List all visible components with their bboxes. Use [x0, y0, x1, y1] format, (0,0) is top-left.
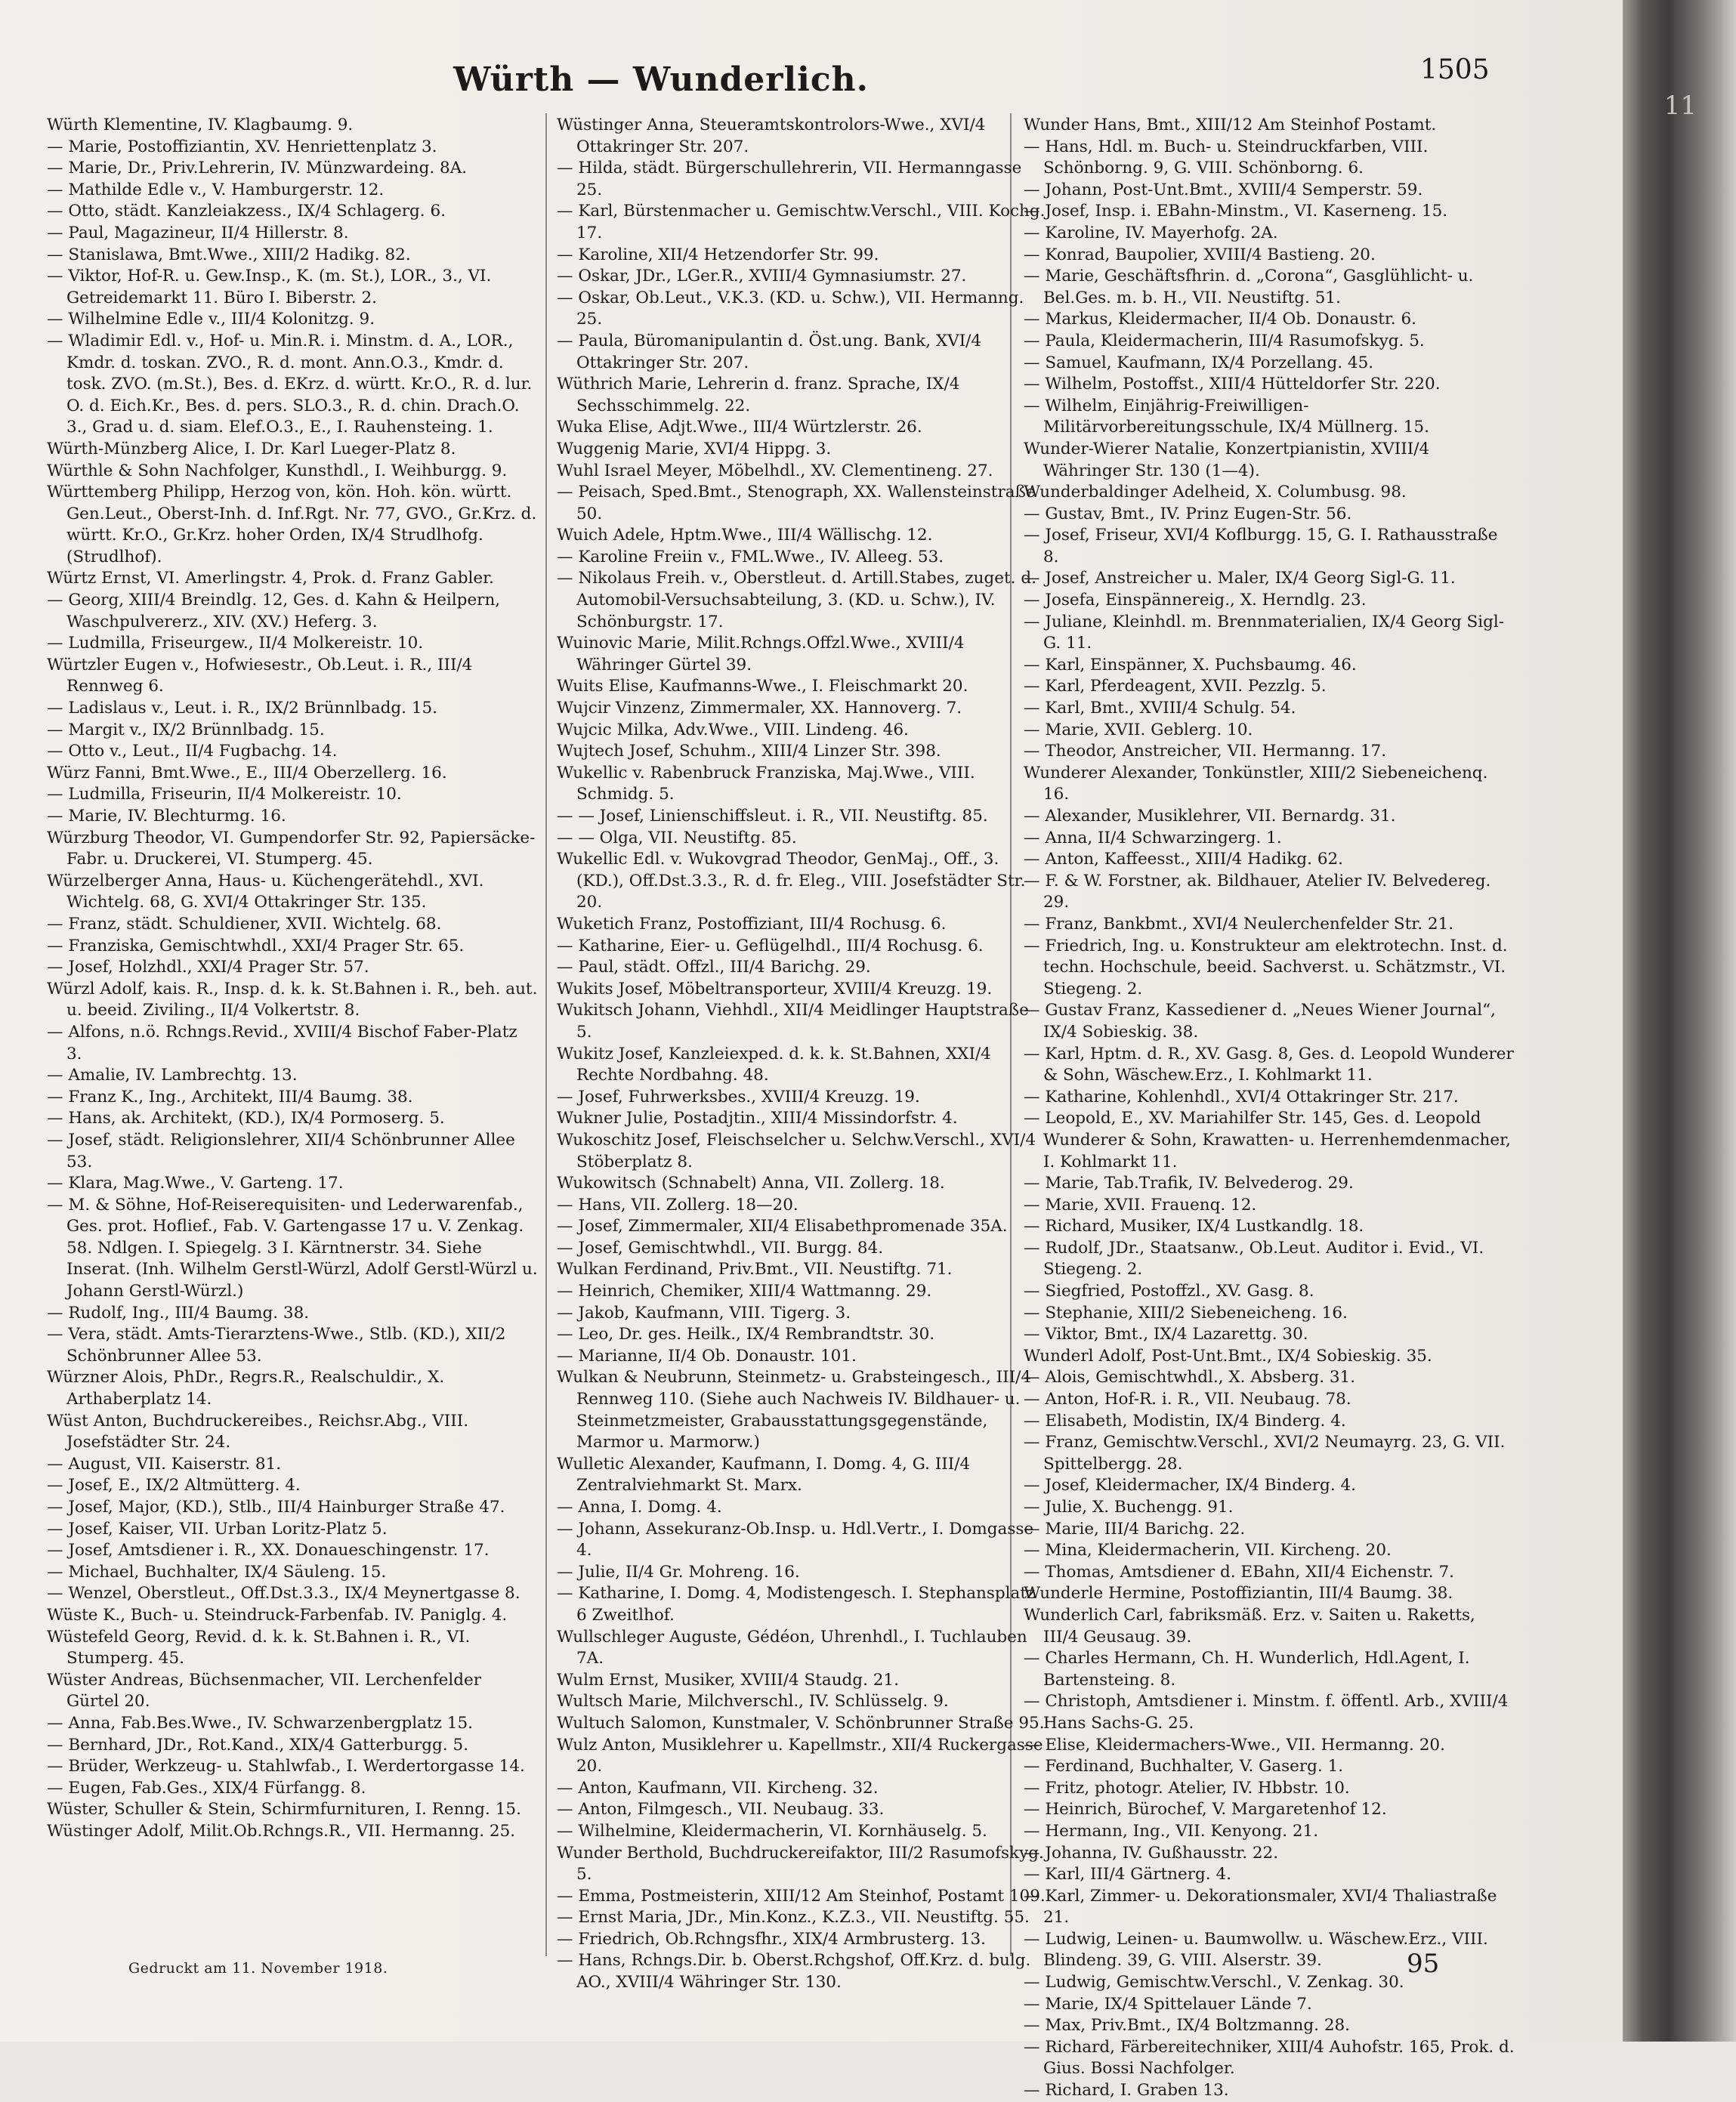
directory-entry: Wüstinger Anna, Steueramtskontrolors-Wwe., XVI/4 Ottakringer Str. 207.	[557, 116, 986, 156]
directory-entry: Wukellic v. Rabenbruck Franziska, Maj.Wwe., VIII. Schmidg. 5.	[557, 763, 975, 804]
directory-entry: — Alois, Gemischtwhdl., X. Absberg. 31.	[1024, 1368, 1356, 1387]
directory-entry: — Marie, XVII. Geblerg. 10.	[1024, 720, 1253, 739]
directory-entry: — Juliane, Kleinhdl. m. Brennmaterialien, IX/4 Georg Sigl-G. 11.	[1024, 612, 1505, 653]
directory-entry: Würz Fanni, Bmt.Wwe., E., III/4 Oberzellerg. 16.	[47, 763, 447, 782]
directory-entry: — Marie, Geschäftsfhrin. d. „Corona“, Gasglühlicht- u. Bel.Ges. m. b. H., VII. Neustiftg. 51.	[1024, 267, 1474, 307]
directory-entry: Würthle & Sohn Nachfolger, Kunsthdl., I. Weihburgg. 9.	[47, 461, 508, 480]
directory-entry: — Karl, Einspänner, X. Puchsbaumg. 46.	[1024, 655, 1357, 674]
column-1	[47, 115, 538, 1843]
directory-entry: — Josef, Anstreicher u. Maler, IX/4 Georg Sigl-G. 11.	[1024, 569, 1456, 588]
directory-entry: — Oskar, Ob.Leut., V.K.3. (KD. u. Schw.), VII. Hermanng. 25.	[557, 288, 1024, 329]
directory-entry: — Friedrich, Ing. u. Konstrukteur am elektrotechn. Inst. d. techn. Hochschule, beeid. Sachverst. u. Schätzmstr., VI. Stiegeng. 2.	[1024, 936, 1508, 999]
directory-entry: Wüthrich Marie, Lehrerin d. franz. Sprache, IX/4 Sechsschimmelg. 22.	[557, 375, 960, 415]
directory-entry: — Siegfried, Postoffzl., XV. Gasg. 8.	[1024, 1282, 1314, 1301]
directory-entry: — Brüder, Werkzeug- u. Stahlwfab., I. Werdertorgasse 14.	[47, 1757, 525, 1776]
directory-entry: — Anna, II/4 Schwarzingerg. 1.	[1024, 828, 1282, 847]
directory-entry: — Mina, Kleidermacherin, VII. Kircheng. 20.	[1024, 1541, 1392, 1560]
directory-entry: — Amalie, IV. Lambrechtg. 13.	[47, 1066, 298, 1085]
directory-entry: Wüst Anton, Buchdruckereibes., Reichsr.Abg., VIII. Josefstädter Str. 24.	[47, 1411, 469, 1452]
directory-entry: — Marie, IV. Blechturmg. 16.	[47, 807, 286, 826]
directory-entry: — M. & Söhne, Hof-Reiserequisiten- und Lederwarenfab., Ges. prot. Hoflief., Fab. V. Gartengasse 17 u. V. Zenkag. 58. Ndlgen. I. Spiegelg. 3 I. Kärntnerstr. 34. Siehe Inserat. (Inh. Wilhelm Gerstl-Würzl, Adolf Gerstl-Würzl u. Johann Gerstl-Würzl.)	[47, 1195, 538, 1301]
directory-entry: — Stephanie, XIII/2 Siebeneicheng. 16.	[1024, 1303, 1348, 1323]
directory-entry: — Rudolf, Ing., III/4 Baumg. 38.	[47, 1303, 310, 1323]
directory-entry: — Franz K., Ing., Architekt, III/4 Baumg. 38.	[47, 1087, 413, 1107]
directory-entry: — Franz, städt. Schuldiener, XVII. Wichtelg. 68.	[47, 914, 442, 934]
directory-entry: — Nikolaus Freih. v., Oberstleut. d. Artill.Stabes, zuget. d. Automobil-Versuchsabteilung, 3. (KD. u. Schw.), IV. Schönburgstr. 17.	[557, 569, 1036, 631]
directory-entry: — Paul, Magazineur, II/4 Hillerstr. 8.	[47, 223, 349, 242]
directory-entry: — Elisabeth, Modistin, IX/4 Binderg. 4.	[1024, 1411, 1346, 1431]
directory-entry: Wultuch Salomon, Kunstmaler, V. Schönbrunner Straße 95.	[557, 1713, 1045, 1733]
directory-entry: — Ludwig, Gemischtw.Verschl., V. Zenkag. 30.	[1024, 1973, 1404, 1992]
directory-entry: — Michael, Buchhalter, IX/4 Säuleng. 15.	[47, 1562, 387, 1582]
directory-entry: Wuka Elise, Adjt.Wwe., III/4 Würtzlerstr. 26.	[557, 418, 922, 437]
directory-entry: — Gustav, Bmt., IV. Prinz Eugen-Str. 56.	[1024, 504, 1352, 523]
directory-entry: Wüster Andreas, Büchsenmacher, VII. Lerchenfelder Gürtel 20.	[47, 1670, 482, 1712]
directory-entry: Wuketich Franz, Postoffiziant, III/4 Rochusg. 6.	[557, 914, 947, 934]
footer-number: 95	[1407, 1949, 1440, 1979]
directory-entry: — Josef, Kaiser, VII. Urban Loritz-Platz 5.	[47, 1519, 388, 1539]
column-divider	[545, 113, 547, 1956]
directory-entry: — Franz, Bankbmt., XVI/4 Neulerchenfelder Str. 21.	[1024, 914, 1454, 934]
directory-entry: Würth Klementine, IV. Klagbaumg. 9.	[47, 116, 354, 134]
directory-entry: Wujcic Milka, Adv.Wwe., VIII. Lindeng. 46.	[557, 720, 909, 739]
directory-entry: — Ferdinand, Buchhalter, V. Gaserg. 1.	[1024, 1757, 1344, 1776]
directory-entry: Würtz Ernst, VI. Amerlingstr. 4, Prok. d. Franz Gabler.	[47, 569, 494, 588]
directory-entry: — Karl, Zimmer- u. Dekorationsmaler, XVI/4 Thaliastraße 21.	[1024, 1886, 1497, 1928]
directory-entry: — Marie, Dr., Priv.Lehrerin, IV. Münzwardeing. 8A.	[47, 159, 468, 178]
directory-entry: Wulz Anton, Musiklehrer u. Kapellmstr., XII/4 Ruckergasse 20.	[557, 1735, 1043, 1776]
directory-entry: Wukellic Edl. v. Wukovgrad Theodor, GenMaj., Off., 3. (KD.), Off.Dst.3.3., R. d. fr. Eleg., VIII. Josefstädter Str. 20.	[557, 850, 1026, 912]
column-3	[1024, 115, 1515, 2102]
directory-entry: — Viktor, Hof-R. u. Gew.Insp., K. (m. St.), LOR., 3., VI. Getreidemarkt 11. Büro I. Biberstr. 2.	[47, 267, 492, 307]
directory-entry: Wultsch Marie, Milchverschl., IV. Schlüsselg. 9.	[557, 1692, 949, 1712]
directory-entry: Württemberg Philipp, Herzog von, kön. Hoh. kön. württ. Gen.Leut., Oberst-Inh. d. Inf.Rgt. Nr. 77, GVO., Gr.Krz. d. württ. Kr.O., Gr.Krz. hoher Orden, IX/4 Strudlhofg. (Strudlhof).	[47, 483, 537, 566]
directory-entry: — Josef, städt. Religionslehrer, XII/4 Schönbrunner Allee 53.	[47, 1130, 515, 1171]
directory-entry: Wuich Adele, Hptm.Wwe., III/4 Wällischg. 12.	[557, 526, 933, 545]
directory-entry: — Ladislaus v., Leut. i. R., IX/2 Brünnlbadg. 15.	[47, 699, 438, 718]
directory-entry: — August, VII. Kaiserstr. 81.	[47, 1454, 282, 1474]
directory-entry: — Julie, X. Buchengg. 91.	[1024, 1498, 1234, 1517]
directory-entry: — Wladimir Edl. v., Hof- u. Min.R. i. Minstm. d. A., LOR., Kmdr. d. toskan. ZVO., R. d. mont. Ann.O.3., Kmdr. d. tosk. ZVO. (m.St.), Bes. d. EKrz. d. württ. Kr.O., R. d. lur. O. d. Eich.Kr., Bes. d. pers. SLO.3., R. d. chin. Drach.O. 3., Grad u. d. siam. Elef.O.3., E., I. Rauhensteing. 1.	[47, 331, 533, 437]
book-binding-edge	[1623, 0, 1736, 2042]
directory-entry: — Vera, städt. Amts-Tierarztens-Wwe., Stlb. (KD.), XII/2 Schönbrunner Allee 53.	[47, 1325, 506, 1366]
directory-entry: Wuhl Israel Meyer, Möbelhdl., XV. Clementineng. 27.	[557, 461, 993, 480]
directory-entry: Wukner Julie, Postadjtin., XIII/4 Missindorfstr. 4.	[557, 1109, 958, 1128]
edge-mark: 11	[1663, 91, 1697, 121]
directory-entry: — Marie, XVII. Frauenq. 12.	[1024, 1195, 1257, 1215]
directory-entry: — Heinrich, Chemiker, XIII/4 Wattmanng. 29.	[557, 1282, 932, 1301]
directory-entry: Wukitz Josef, Kanzleiexped. d. k. k. St.Bahnen, XXI/4 Rechte Nordbahng. 48.	[557, 1044, 991, 1085]
directory-entry: Wüstefeld Georg, Revid. d. k. k. St.Bahnen i. R., VI. Stumperg. 45.	[47, 1627, 471, 1668]
directory-entry: — Max, Priv.Bmt., IX/4 Boltzmanng. 28.	[1024, 2016, 1351, 2036]
directory-entry: — Otto v., Leut., II/4 Fugbachg. 14.	[47, 742, 338, 761]
directory-entry: Wüster, Schuller & Stein, Schirmfurnituren, I. Renng. 15.	[47, 1800, 521, 1820]
directory-entry: — Oskar, JDr., LGer.R., XVIII/4 Gymnasiumstr. 27.	[557, 267, 967, 286]
directory-entry: Wujtech Josef, Schuhm., XIII/4 Linzer Str. 398.	[557, 742, 941, 761]
directory-entry: — Richard, Färbereitechniker, XIII/4 Auhofstr. 165, Prok. d. Gius. Bossi Nachfolger.	[1024, 2037, 1515, 2079]
directory-entry: — Hans, ak. Architekt, (KD.), IX/4 Pormoserg. 5.	[47, 1109, 445, 1128]
directory-entry: Wunder Berthold, Buchdruckereifaktor, III/2 Rasumofskyg. 5.	[557, 1843, 1044, 1884]
directory-entry: — Christoph, Amtsdiener i. Minstm. f. öffentl. Arb., XVIII/4 Hans Sachs-G. 25.	[1024, 1692, 1509, 1733]
directory-entry: — Josef, Kleidermacher, IX/4 Binderg. 4.	[1024, 1476, 1357, 1495]
directory-entry: — Gustav Franz, Kassediener d. „Neues Wiener Journal“, IX/4 Sobieskig. 38.	[1024, 1001, 1497, 1042]
directory-entry: — Anna, I. Domg. 4.	[557, 1498, 722, 1517]
directory-entry: — Hans, Rchngs.Dir. b. Oberst.Rchgshof, Off.Krz. d. bulg. AO., XVIII/4 Währinger Str. 130.	[557, 1951, 1031, 1992]
directory-entry: — Karl, Pferdeagent, XVII. Pezzlg. 5.	[1024, 677, 1327, 696]
directory-entry: — Julie, II/4 Gr. Mohreng. 16.	[557, 1562, 800, 1582]
directory-entry: — Josef, Major, (KD.), Stlb., III/4 Hainburger Straße 47.	[47, 1498, 505, 1517]
directory-entry: — Charles Hermann, Ch. H. Wunderlich, Hdl.Agent, I. Bartensteing. 8.	[1024, 1649, 1470, 1690]
directory-entry: — Anton, Hof-R. i. R., VII. Neubaug. 78.	[1024, 1390, 1351, 1409]
directory-entry: — Theodor, Anstreicher, VII. Hermanng. 17.	[1024, 742, 1387, 761]
directory-entry: — Anton, Kaufmann, VII. Kircheng. 32.	[557, 1778, 879, 1798]
directory-entry: Würzelberger Anna, Haus- u. Küchengerätehdl., XVI. Wichtelg. 68, G. XVI/4 Ottakringer Str. 135.	[47, 871, 484, 912]
directory-entry: — Paula, Kleidermacherin, III/4 Rasumofskyg. 5.	[1024, 331, 1425, 350]
directory-entry: — Wilhelm, Postoffst., XIII/4 Hütteldorfer Str. 220.	[1024, 375, 1441, 394]
directory-entry: — Karoline, IV. Mayerhofg. 2A.	[1024, 223, 1278, 242]
directory-entry: — Karl, III/4 Gärtnerg. 4.	[1024, 1865, 1231, 1884]
directory-entry: Wukits Josef, Möbeltransporteur, XVIII/4 Kreuzg. 19.	[557, 979, 993, 999]
directory-entry: — Hans, Hdl. m. Buch- u. Steindruckfarben, VIII. Schönborng. 9, G. VIII. Schönborng. 6.	[1024, 137, 1429, 178]
directory-entry: — Wilhelm, Einjährig-Freiwilligen-Militärvorbereitungsschule, IX/4 Müllnerg. 15.	[1024, 396, 1429, 437]
directory-entry: Wulletic Alexander, Kaufmann, I. Domg. 4, G. III/4 Zentralviehmarkt St. Marx.	[557, 1454, 971, 1495]
directory-entry: Wunderbaldinger Adelheid, X. Columbusg. 98.	[1024, 483, 1407, 502]
directory-entry: — Karl, Bmt., XVIII/4 Schulg. 54.	[1024, 699, 1296, 718]
directory-entry: — Ludmilla, Friseurin, II/4 Molkereistr. 10.	[47, 785, 402, 804]
directory-entry: — Margit v., IX/2 Brünnlbadg. 15.	[47, 720, 325, 739]
directory-entry: — Georg, XIII/4 Breindlg. 12, Ges. d. Kahn & Heilpern, Waschpulvererz., XIV. (XV.) Heferg. 3.	[47, 591, 501, 631]
directory-entry: — Marie, III/4 Barichg. 22.	[1024, 1519, 1246, 1539]
directory-entry: — Marianne, II/4 Ob. Donaustr. 101.	[557, 1346, 857, 1366]
directory-entry: — Katharine, I. Domg. 4, Modistengesch. I. Stephansplatz 6 Zweitlhof.	[557, 1584, 1036, 1625]
directory-entry: — Wilhelmine, Kleidermacherin, VI. Kornhäuselg. 5.	[557, 1821, 987, 1841]
directory-entry: — Anton, Filmgesch., VII. Neubaug. 33.	[557, 1800, 885, 1820]
print-date: Gedruckt am 11. November 1918.	[128, 1960, 388, 1977]
directory-entry: Würzner Alois, PhDr., Regrs.R., Realschuldir., X. Arthaberplatz 14.	[47, 1368, 445, 1409]
directory-entry: Wukitsch Johann, Viehhdl., XII/4 Meidlinger Hauptstraße 5.	[557, 1001, 1029, 1042]
directory-entry: Wunder Hans, Bmt., XIII/12 Am Steinhof Postamt.	[1024, 116, 1437, 134]
directory-entry: — Richard, Musiker, IX/4 Lustkandlg. 18.	[1024, 1217, 1364, 1236]
directory-entry: — Richard, I. Graben 13.	[1024, 2081, 1229, 2100]
directory-entry: — Ernst Maria, JDr., Min.Konz., K.Z.3., VII. Neustiftg. 55.	[557, 1908, 1030, 1928]
directory-entry: — F. & W. Forstner, ak. Bildhauer, Atelier IV. Belvedereg. 29.	[1024, 871, 1491, 912]
directory-entry: — Otto, städt. Kanzleiakzess., IX/4 Schlagerg. 6.	[47, 202, 446, 221]
directory-entry: Wukowitsch (Schnabelt) Anna, VII. Zollerg. 18.	[557, 1174, 945, 1193]
directory-entry: — Klara, Mag.Wwe., V. Garteng. 17.	[47, 1174, 344, 1193]
directory-entry: Wulkan & Neubrunn, Steinmetz- u. Grabsteingesch., III/4 Rennweg 110. (Siehe auch Nachweis IV. Bildhauer- u. Steinmetzmeister, Grabausstattungsgegenstände, Marmor u. Marmorw.)	[557, 1368, 1032, 1452]
directory-entry: — Josef, Holzhdl., XXI/4 Prager Str. 57.	[47, 958, 369, 977]
directory-entry: — Viktor, Bmt., IX/4 Lazarettg. 30.	[1024, 1325, 1308, 1344]
directory-entry: — Franz, Gemischtw.Verschl., XVI/2 Neumayrg. 23, G. VII. Spittelbergg. 28.	[1024, 1433, 1506, 1474]
directory-entry: Würzl Adolf, kais. R., Insp. d. k. k. St.Bahnen i. R., beh. aut. u. beeid. Ziviling., II/4 Volkertstr. 8.	[47, 979, 538, 1020]
directory-entry: — Alexander, Musiklehrer, VII. Bernardg. 31.	[1024, 807, 1396, 826]
directory-entry: — Josef, Friseur, XVI/4 Koflburgg. 15, G. I. Rathausstraße 8.	[1024, 526, 1498, 566]
directory-entry: — Marie, Tab.Trafik, IV. Belvederog. 29.	[1024, 1174, 1354, 1193]
directory-entry: Wunder-Wierer Natalie, Konzertpianistin, XVIII/4 Währinger Str. 130 (1—4).	[1024, 439, 1430, 480]
directory-entry: — Wilhelmine Edle v., III/4 Kolonitzg. 9.	[47, 310, 375, 329]
directory-entry: — Fritz, photogr. Atelier, IV. Hbbstr. 10.	[1024, 1778, 1350, 1798]
directory-entry: — Paul, städt. Offzl., III/4 Barichg. 29.	[557, 958, 871, 977]
directory-entry: — Hermann, Ing., VII. Kenyong. 21.	[1024, 1821, 1319, 1841]
directory-entry: — Johann, Post-Unt.Bmt., XVIII/4 Semperstr. 59.	[1024, 180, 1423, 199]
directory-entry: Wunderlich Carl, fabriksmäß. Erz. v. Saiten u. Raketts, III/4 Geusaug. 39.	[1024, 1605, 1475, 1647]
directory-entry: — Thomas, Amtsdiener d. EBahn, XII/4 Eichenstr. 7.	[1024, 1562, 1454, 1582]
directory-entry: — Franziska, Gemischtwhdl., XXI/4 Prager Str. 65.	[47, 936, 465, 955]
directory-entry: — Katharine, Kohlenhdl., XVI/4 Ottakringer Str. 217.	[1024, 1087, 1459, 1107]
directory-entry: — Mathilde Edle v., V. Hamburgerstr. 12.	[47, 180, 385, 199]
directory-entry: — Elise, Kleidermachers-Wwe., VII. Hermanng. 20.	[1024, 1735, 1445, 1755]
directory-entry: — Karoline Freiin v., FML.Wwe., IV. Alleeg. 53.	[557, 547, 944, 566]
directory-entry: — Peisach, Sped.Bmt., Stenograph, XX. Wallensteinstraße 50.	[557, 483, 1036, 523]
directory-entry: — Heinrich, Bürochef, V. Margaretenhof 12.	[1024, 1800, 1387, 1820]
directory-entry: Wulkan Ferdinand, Priv.Bmt., VII. Neustiftg. 71.	[557, 1260, 953, 1279]
directory-entry: — — Olga, VII. Neustiftg. 85.	[557, 828, 797, 847]
directory-entry: — Alfons, n.ö. Rchngs.Revid., XVIII/4 Bischof Faber-Platz 3.	[47, 1022, 517, 1063]
directory-entry: — Emma, Postmeisterin, XIII/12 Am Steinhof, Postamt 109.	[557, 1886, 1046, 1906]
directory-entry: — Johann, Assekuranz-Ob.Insp. u. Hdl.Vertr., I. Domgasse 4.	[557, 1519, 1034, 1560]
directory-entry: — Anton, Kaffeesst., XIII/4 Hadikg. 62.	[1024, 850, 1344, 869]
directory-entry: — Paula, Büromanipulantin d. Öst.ung. Bank, XVI/4 Ottakringer Str. 207.	[557, 331, 982, 372]
directory-entry: — Josef, Amtsdiener i. R., XX. Donaueschingenstr. 17.	[47, 1541, 490, 1560]
directory-entry: — Konrad, Baupolier, XVIII/4 Bastieng. 20.	[1024, 245, 1376, 264]
directory-entry: — Bernhard, JDr., Rot.Kand., XIX/4 Gatterburgg. 5.	[47, 1735, 468, 1755]
directory-entry: — — Josef, Linienschiffsleut. i. R., VII. Neustiftg. 85.	[557, 807, 988, 826]
directory-entry: Wüstinger Adolf, Milit.Ob.Rchngs.R., VII. Hermanng. 25.	[47, 1821, 516, 1841]
directory-entry: Würtzler Eugen v., Hofwiesestr., Ob.Leut. i. R., III/4 Rennweg 6.	[47, 655, 473, 696]
directory-entry: — Marie, IX/4 Spittelauer Lände 7.	[1024, 1994, 1312, 2014]
directory-entry: — Stanislawa, Bmt.Wwe., XIII/2 Hadikg. 82.	[47, 245, 411, 264]
directory-entry: — Markus, Kleidermacher, II/4 Ob. Donaustr. 6.	[1024, 310, 1416, 329]
directory-entry: Wuits Elise, Kaufmanns-Wwe., I. Fleischmarkt 20.	[557, 677, 968, 696]
column-2	[557, 115, 1048, 1994]
directory-entry: — Ludmilla, Friseurgew., II/4 Molkereistr. 10.	[47, 634, 424, 653]
directory-entry: Wunderl Adolf, Post-Unt.Bmt., IX/4 Sobieskig. 35.	[1024, 1346, 1432, 1366]
directory-entry: — Friedrich, Ob.Rchngsfhr., XIX/4 Armbrusterg. 13.	[557, 1929, 987, 1949]
directory-entry: Wüste K., Buch- u. Steindruck-Farbenfab. IV. Paniglg. 4.	[47, 1605, 508, 1625]
directory-entry: Würth-Münzberg Alice, I. Dr. Karl Lueger-Platz 8.	[47, 439, 456, 458]
directory-entry: — Anna, Fab.Bes.Wwe., IV. Schwarzenbergplatz 15.	[47, 1713, 473, 1733]
directory-entry: — Leo, Dr. ges. Heilk., IX/4 Rembrandtstr. 30.	[557, 1325, 935, 1344]
directory-entry: — Karoline, XII/4 Hetzendorfer Str. 99.	[557, 245, 879, 264]
directory-entry: Würzburg Theodor, VI. Gumpendorfer Str. 92, Papiersäcke-Fabr. u. Druckerei, VI. Stumperg. 45.	[47, 828, 536, 869]
directory-entry: — Karl, Bürstenmacher u. Gemischtw.Verschl., VIII. Kochg. 17.	[557, 202, 1046, 242]
directory-entry: — Ludwig, Leinen- u. Baumwollw. u. Wäschew.Erz., VIII. Blindeng. 39, G. VIII. Alserstr. 39.	[1024, 1929, 1488, 1971]
directory-entry: — Wenzel, Oberstleut., Off.Dst.3.3., IX/4 Meynertgasse 8.	[47, 1584, 520, 1604]
directory-entry: Wujcir Vinzenz, Zimmermaler, XX. Hannoverg. 7.	[557, 699, 962, 718]
directory-entry: Wullschleger Auguste, Gédéon, Uhrenhdl., I. Tuchlauben 7A.	[557, 1627, 1027, 1668]
directory-entry: — Josef, Fuhrwerksbes., XVIII/4 Kreuzg. 19.	[557, 1087, 920, 1107]
directory-entry: Wulm Ernst, Musiker, XVIII/4 Staudg. 21.	[557, 1670, 899, 1690]
directory-entry: — Jakob, Kaufmann, VIII. Tigerg. 3.	[557, 1303, 851, 1323]
directory-entry: — Eugen, Fab.Ges., XIX/4 Fürfangg. 8.	[47, 1778, 366, 1798]
directory-entry: — Josef, Gemischtwhdl., VII. Burgg. 84.	[557, 1238, 884, 1258]
directory-entry: — Marie, Postoffiziantin, XV. Henriettenplatz 3.	[47, 137, 437, 156]
directory-entry: — Samuel, Kaufmann, IX/4 Porzellang. 45.	[1024, 353, 1374, 372]
directory-entry: Wukoschitz Josef, Fleischselcher u. Selchw.Verschl., XVI/4 Stöberplatz 8.	[557, 1130, 1036, 1171]
directory-entry: — Johanna, IV. Gußhausstr. 22.	[1024, 1843, 1279, 1863]
page-title: Würth — Wunderlich.	[453, 60, 869, 99]
directory-entry: — Katharine, Eier- u. Geflügelhdl., III/4 Rochusg. 6.	[557, 936, 984, 955]
directory-entry: — Josef, Insp. i. EBahn-Minstm., VI. Kaserneng. 15.	[1024, 202, 1448, 221]
directory-entry: — Hans, VII. Zollerg. 18—20.	[557, 1195, 798, 1215]
directory-entry: — Hilda, städt. Bürgerschullehrerin, VII. Hermanngasse 25.	[557, 159, 1022, 199]
directory-entry: — Leopold, E., XV. Mariahilfer Str. 145, Ges. d. Leopold Wunderer & Sohn, Krawatten- u. Herrenhemdenmacher, I. Kohlmarkt 11.	[1024, 1109, 1511, 1171]
directory-entry: Wuinovic Marie, Milit.Rchngs.Offzl.Wwe., XVIII/4 Währinger Gürtel 39.	[557, 634, 965, 674]
directory-entry: — Josefa, Einspännereig., X. Herndlg. 23.	[1024, 591, 1367, 610]
directory-entry: Wunderer Alexander, Tonkünstler, XIII/2 Siebeneichenq. 16.	[1024, 763, 1488, 804]
directory-entry: Wuggenig Marie, XVI/4 Hippg. 3.	[557, 439, 832, 458]
directory-entry: — Josef, Zimmermaler, XII/4 Elisabethpromenade 35A.	[557, 1217, 1008, 1236]
directory-entry: — Karl, Hptm. d. R., XV. Gasg. 8, Ges. d. Leopold Wunderer & Sohn, Wäschew.Erz., I. Kohlmarkt 11.	[1024, 1044, 1514, 1085]
directory-entry: — Josef, E., IX/2 Altmütterg. 4.	[47, 1476, 301, 1495]
page-number: 1505	[1420, 54, 1490, 85]
directory-entry: Wunderle Hermine, Postoffiziantin, III/4 Baumg. 38.	[1024, 1584, 1453, 1604]
directory-entry: — Rudolf, JDr., Staatsanw., Ob.Leut. Auditor i. Evid., VI. Stiegeng. 2.	[1024, 1238, 1484, 1279]
